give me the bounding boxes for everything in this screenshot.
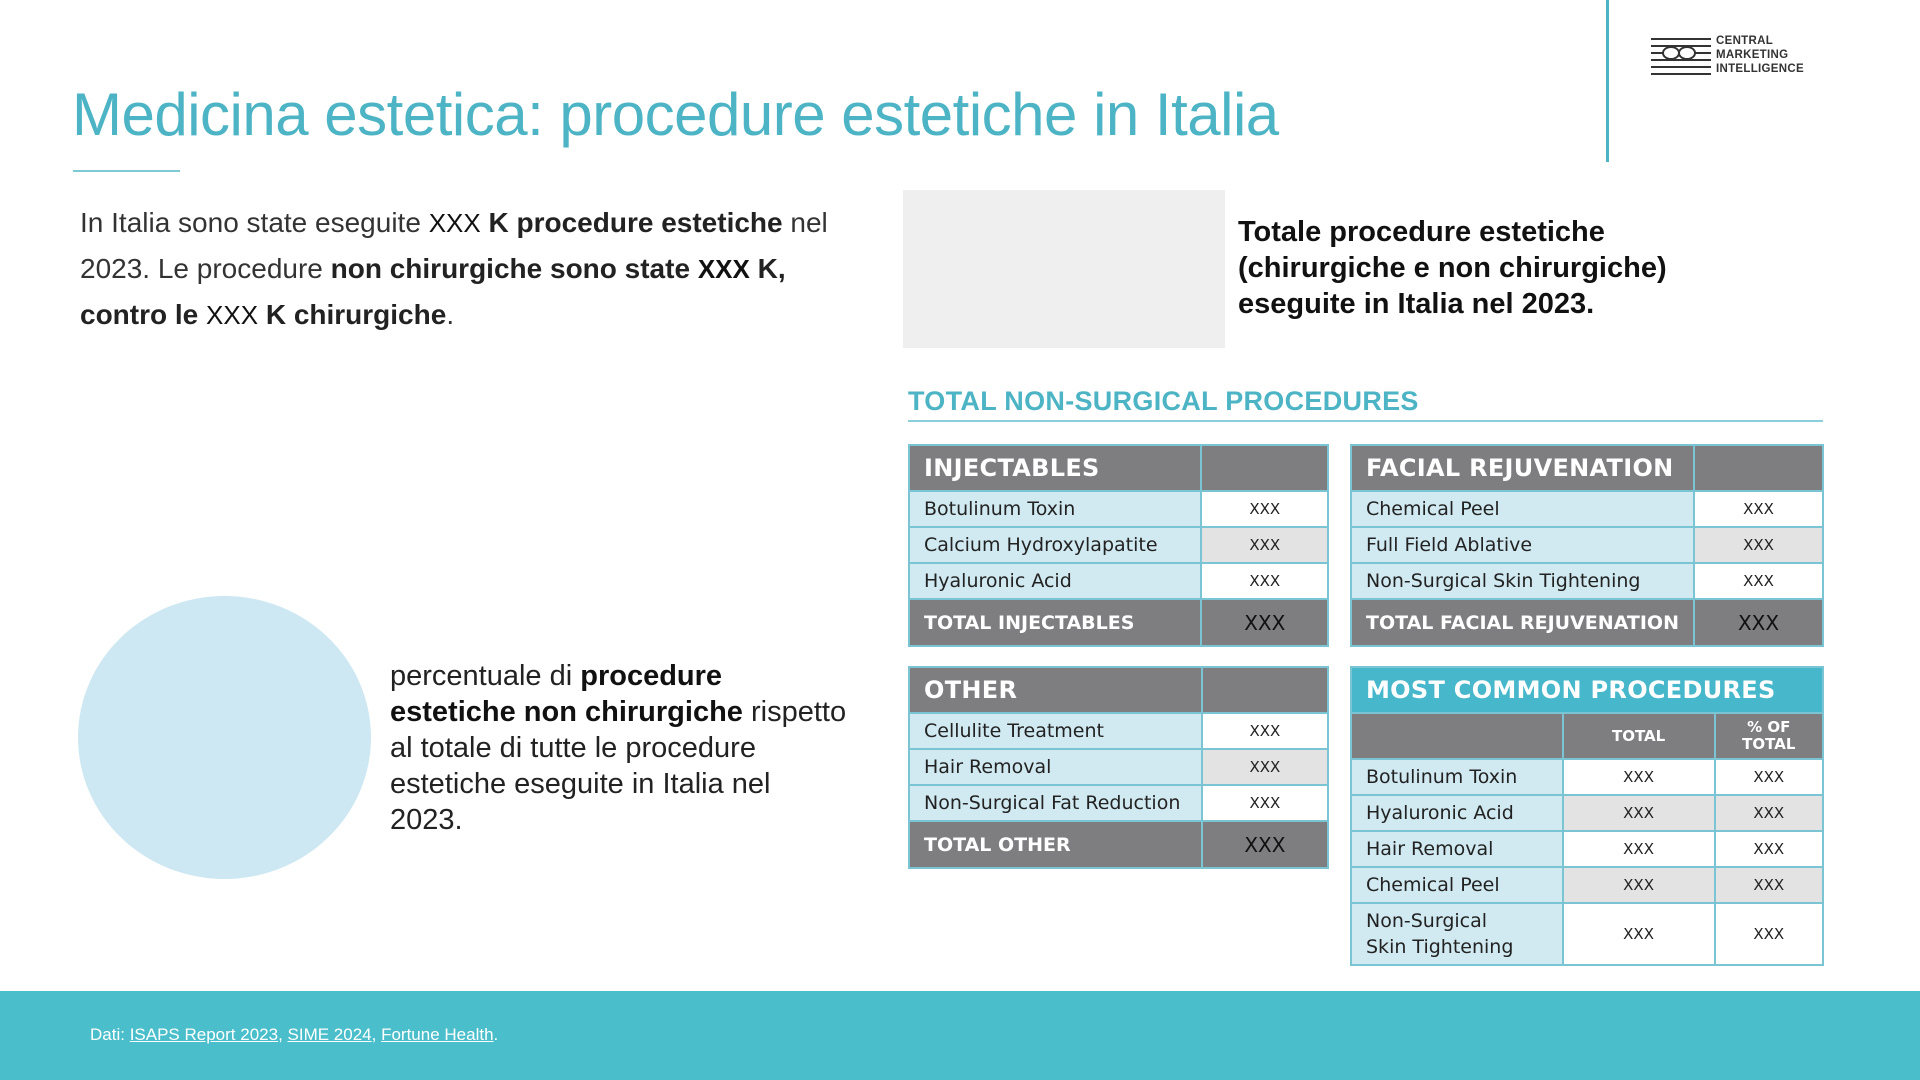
- percentage-caption: [390, 658, 850, 838]
- table-row-value: XXX: [1694, 563, 1823, 599]
- logo-text-line-3: INTELLIGENCE: [1716, 63, 1804, 75]
- table-row-percent: XXX: [1715, 903, 1823, 965]
- source-link-sime[interactable]: SIME 2024: [287, 1025, 372, 1044]
- table-row-label: Chemical Peel: [1351, 491, 1694, 527]
- percentage-text: percentuale di: [390, 660, 581, 692]
- table-total-label: TOTAL FACIAL REJUVENATION: [1351, 599, 1694, 646]
- footer-sources: [90, 1025, 498, 1045]
- source-link-fortune-health[interactable]: Fortune Health: [381, 1025, 494, 1044]
- total-procedures-caption: Totale procedure estetiche (chirurgiche e non chirurgiche) eseguite in Italia nel 2023.: [1238, 216, 1667, 320]
- table-row-label: Botulinum Toxin: [909, 491, 1201, 527]
- page-title: Medicina estetica: procedure estetiche in Italia: [72, 81, 1279, 148]
- intro-bold-text: K, contro le: [80, 253, 786, 330]
- table-row-total: XXX: [1563, 867, 1715, 903]
- table-row-percent: XXX: [1715, 759, 1823, 795]
- intro-paragraph: [80, 200, 860, 338]
- table-row-total: XXX: [1563, 903, 1715, 965]
- table-row-label: Non-Surgical Skin Tightening: [1351, 563, 1694, 599]
- table-row-label: Non-Surgical Fat Reduction: [909, 785, 1202, 821]
- table-header: FACIAL REJUVENATION: [1351, 445, 1694, 491]
- percentage-text: rispetto al totale di tutte le procedure estetiche eseguite in Italia nel 2023.: [390, 696, 847, 836]
- section-title: TOTAL NON-SURGICAL PROCEDURES: [908, 386, 1419, 416]
- intro-text: In Italia sono state eseguite: [80, 207, 429, 238]
- table-row-value: XXX: [1202, 785, 1328, 821]
- source-link-isaps[interactable]: ISAPS Report 2023: [129, 1025, 279, 1044]
- table-row-label-line-1: Non-Surgical: [1366, 910, 1488, 932]
- footer-separator: ,: [371, 1025, 382, 1044]
- column-header-total: TOTAL: [1563, 713, 1715, 759]
- column-header-percent: [1715, 713, 1823, 759]
- table-row-value: XXX: [1202, 749, 1328, 785]
- intro-placeholder-value: XXX: [206, 300, 259, 330]
- table-header-empty: [1694, 445, 1823, 491]
- table-row-label: [1351, 903, 1563, 965]
- table-row-value: XXX: [1202, 713, 1328, 749]
- total-value-placeholder-box: [903, 190, 1225, 348]
- table-row-percent: XXX: [1715, 867, 1823, 903]
- table-row-percent: XXX: [1715, 831, 1823, 867]
- table-total-label: TOTAL INJECTABLES: [909, 599, 1201, 646]
- intro-placeholder-value: XXX: [428, 208, 481, 238]
- table-header-empty: [1201, 445, 1328, 491]
- percentage-bold-text: procedure estetiche non chirurgiche: [390, 660, 743, 728]
- other-table: [908, 666, 1329, 869]
- table-row-total: XXX: [1563, 831, 1715, 867]
- table-row-label: Hair Removal: [909, 749, 1202, 785]
- table-total-value: XXX: [1201, 599, 1328, 646]
- table-row-value: XXX: [1201, 527, 1328, 563]
- company-logo: [1650, 34, 1804, 76]
- table-row-total: XXX: [1563, 759, 1715, 795]
- table-row-label: Hyaluronic Acid: [909, 563, 1201, 599]
- table-row-value: XXX: [1694, 527, 1823, 563]
- table-row-total: XXX: [1563, 795, 1715, 831]
- footer-separator: ,: [278, 1025, 288, 1044]
- table-row-label: Hyaluronic Acid: [1351, 795, 1563, 831]
- table-row-label: Hair Removal: [1351, 831, 1563, 867]
- table-header-empty: [1202, 667, 1328, 713]
- table-total-value: XXX: [1694, 599, 1823, 646]
- injectables-table: [908, 444, 1329, 647]
- table-row-label: Full Field Ablative: [1351, 527, 1694, 563]
- footer-suffix: .: [493, 1025, 499, 1044]
- header-divider: [1606, 0, 1609, 162]
- logo-text-line-2: MARKETING: [1716, 49, 1789, 61]
- intro-placeholder-value: XXX: [697, 254, 750, 284]
- table-row-label-line-2: Skin Tightening: [1366, 936, 1514, 958]
- logo-text-line-1: CENTRAL: [1716, 35, 1774, 47]
- table-row-label: Chemical Peel: [1351, 867, 1563, 903]
- intro-bold-text: non chirurgiche sono state: [330, 253, 698, 284]
- table-header-empty: [1351, 713, 1563, 759]
- table-total-label: TOTAL OTHER: [909, 821, 1202, 868]
- intro-text: nel 2023. Le procedure: [80, 207, 828, 284]
- facial-rejuvenation-table: [1350, 444, 1824, 647]
- table-header: MOST COMMON PROCEDURES: [1351, 667, 1823, 713]
- table-row-value: XXX: [1201, 491, 1328, 527]
- percentage-circle: [78, 596, 371, 879]
- intro-bold-text: K procedure estetiche: [480, 207, 783, 238]
- table-row-value: XXX: [1201, 563, 1328, 599]
- table-total-value: XXX: [1202, 821, 1328, 868]
- table-row-label: Calcium Hydroxylapatite: [909, 527, 1201, 563]
- intro-text: .: [446, 299, 455, 330]
- table-row-label: Cellulite Treatment: [909, 713, 1202, 749]
- table-header: INJECTABLES: [909, 445, 1201, 491]
- table-header: OTHER: [909, 667, 1202, 713]
- most-common-procedures-table: [1350, 666, 1824, 966]
- table-row-percent: XXX: [1715, 795, 1823, 831]
- logo-icon: [1650, 34, 1712, 76]
- column-header-percent-line-2: TOTAL: [1742, 735, 1796, 753]
- footer-prefix: Dati:: [90, 1025, 130, 1044]
- section-rule: [908, 420, 1823, 422]
- intro-bold-text: K chirurgiche: [258, 299, 447, 330]
- title-underline: [73, 170, 180, 172]
- table-row-label: Botulinum Toxin: [1351, 759, 1563, 795]
- column-header-percent-line-1: % OF: [1747, 718, 1791, 736]
- table-row-value: XXX: [1694, 491, 1823, 527]
